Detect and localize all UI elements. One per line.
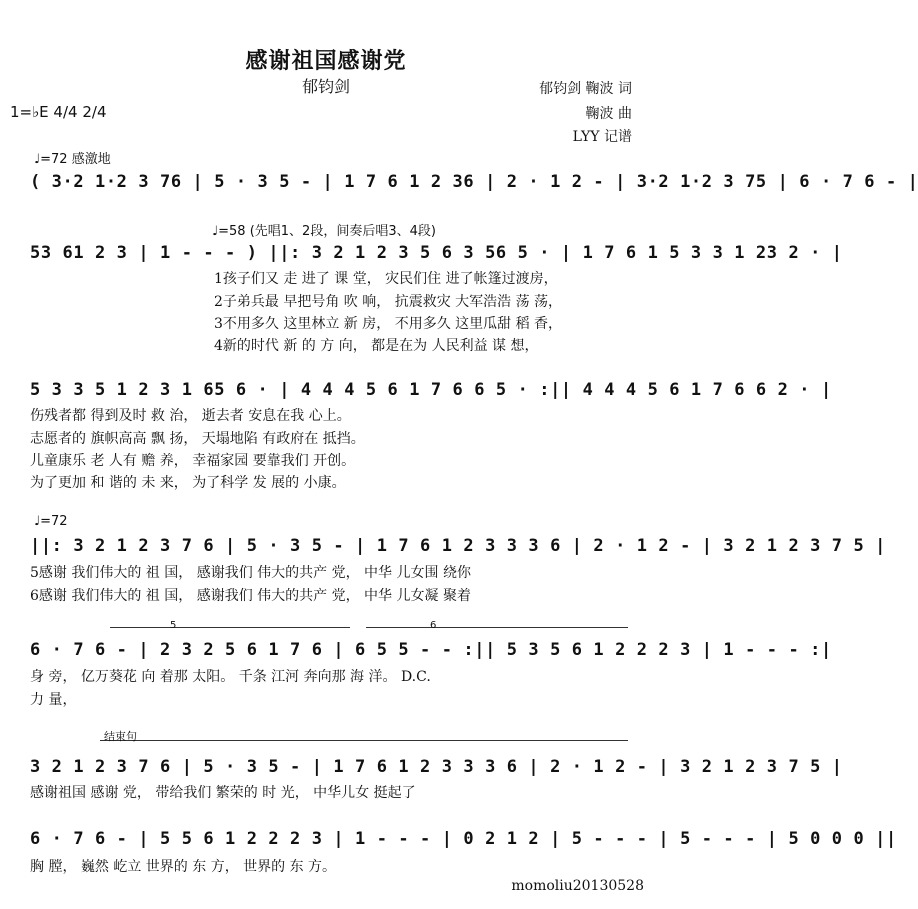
singer-name: 郁钧剑 bbox=[301, 77, 350, 96]
volta-number: 5 bbox=[170, 620, 177, 631]
lyric-line: 6感谢 我们伟大的 祖 国， 感谢我们 伟大的共产 党， 中华 儿女凝 聚着 bbox=[30, 588, 471, 604]
lyric-line: 4新的时代 新 的 方 向， 都是在为 人民利益 谋 想， bbox=[214, 338, 539, 354]
volta-number: 6 bbox=[430, 620, 437, 631]
score-line: ( 3·2 1·2 3 76 | 5 · 3 5 - | 1 7 6 1 2 36 | 2 · 1 2 - | 3·2 1·2 3 75 | 6 · 7 6 - | bbox=[30, 172, 918, 192]
lyric-line: 5感谢 我们伟大的 祖 国， 感谢我们 伟大的共产 党， 中华 儿女围 绕你 bbox=[30, 565, 471, 581]
lyric-line: 伤残者都 得到及时 救 治， 逝去者 安息在我 心上。 bbox=[30, 408, 351, 424]
lyric-line: 1孩子们又 走 进了 课 堂， 灾民们住 进了帐篷过渡房， bbox=[214, 271, 558, 287]
watermark: momoliu20130528 bbox=[511, 878, 644, 894]
lyric-line: 志愿者的 旗帜高高 飘 扬， 天塌地陷 有政府在 抵挡。 bbox=[30, 431, 365, 447]
lyric-line: 力 量， bbox=[30, 692, 77, 708]
lyric-line: 3不用多久 这里林立 新 房， 不用多久 这里瓜甜 稻 香， bbox=[214, 316, 563, 332]
score-line: 6 · 7 6 - | 5 5 6 1 2 2 2 3 | 1 - - - | 0 2 1 2 | 5 - - - | 5 - - - | 5 0 0 0 || bbox=[30, 829, 897, 849]
tempo-marking: ♩=72 感激地 bbox=[34, 152, 111, 167]
transcriber-credit: LYY 记谱 bbox=[572, 129, 632, 145]
score-line: 5 3 3 5 1 2 3 1 65 6 · | 4 4 4 5 6 1 7 6 6 5 · :|| 4 4 4 5 6 1 7 6 6 2 · | bbox=[30, 380, 832, 400]
lyric-line: 感谢祖国 感谢 党， 带给我们 繁荣的 时 光， 中华儿女 挺起了 bbox=[30, 785, 416, 801]
lyric-line: 胸 膛， 巍然 屹立 世界的 东 方， 世界的 东 方。 bbox=[30, 859, 337, 875]
coda-bracket bbox=[100, 740, 628, 741]
score-line: ||: 3 2 1 2 3 7 6 | 5 · 3 5 - | 1 7 6 1 2 3 3 3 6 | 2 · 1 2 - | 3 2 1 2 3 7 5 | bbox=[30, 536, 886, 556]
volta-bracket-2 bbox=[366, 627, 628, 628]
key-signature: 1=♭E 4/4 2/4 bbox=[10, 103, 107, 121]
score-line: 53 61 2 3 | 1 - - - ) ||: 3 2 1 2 3 5 6 3 56 5 · | 1 7 6 1 5 3 3 1 23 2 · | bbox=[30, 243, 843, 263]
ending-label: 结束句 bbox=[104, 730, 137, 743]
song-title: 感谢祖国感谢党 bbox=[245, 48, 407, 74]
lyric-line: 身 旁， 亿万葵花 向 着那 太阳。 千条 江河 奔向那 海 洋。 D.C. bbox=[30, 669, 431, 685]
score-line: 3 2 1 2 3 7 6 | 5 · 3 5 - | 1 7 6 1 2 3 3 3 6 | 2 · 1 2 - | 3 2 1 2 3 7 5 | bbox=[30, 757, 843, 777]
lyric-line: 儿童康乐 老 人有 赡 养， 幸福家园 要靠我们 开创。 bbox=[30, 453, 356, 469]
tempo-marking: ♩=72 bbox=[34, 514, 68, 529]
score-line: 6 · 7 6 - | 2 3 2 5 6 1 7 6 | 6 5 5 - - :|| 5 3 5 6 1 2 2 2 3 | 1 - - - :| bbox=[30, 640, 832, 660]
volta-bracket-1 bbox=[110, 627, 350, 628]
lyric-line: 为了更加 和 谐的 未 来， 为了科学 发 展的 小康。 bbox=[30, 475, 346, 491]
lyricist-credit: 郁钧剑 鞠波 词 bbox=[539, 81, 632, 97]
tempo-marking: ♩=58 (先唱1、2段，间奏后唱3、4段) bbox=[212, 224, 436, 239]
lyric-line: 2子弟兵最 早把号角 吹 响， 抗震救灾 大军浩浩 荡 荡， bbox=[214, 294, 563, 310]
composer-credit: 鞠波 曲 bbox=[585, 106, 632, 122]
